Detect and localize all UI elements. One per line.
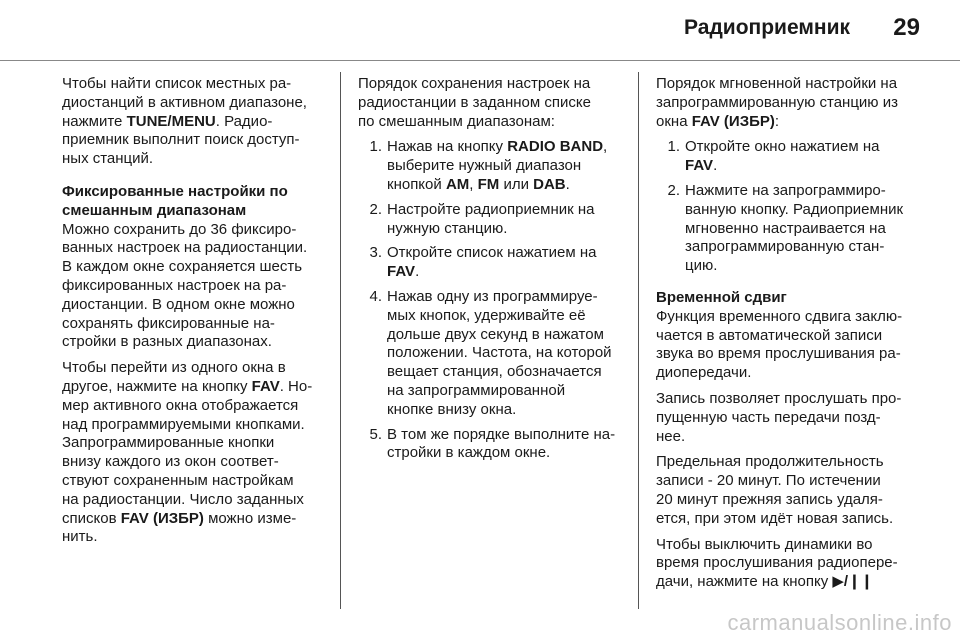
save-presets-steps [358,138,634,463]
column-divider-2 [638,72,639,609]
time-shift-paragraph-2: Запись позволяет прослушать про- пущенную часть передачи позд- нее. [656,389,902,445]
list-item: 4. Нажав одну из программируе- мых кнопок, удерживайте её дольше двух секунд в нажатом положении. Частота, на которой вещает станция, обозначается на запрограммированной кнопке внизу окна. [369,287,612,418]
presets-capacity-paragraph: Можно сохранить до 36 фиксиро- ванных настроек на радиостанции. В каждом окне сохраняется шесть фиксированных настроек на ра- диостанции. В одном окне можно сохранять фиксированные на- стройки в разных диапазонах. [62,220,308,351]
watermark: carmanualsonline.info [727,610,952,635]
list-item: 2. Нажмите на запрограммиро- ванную кнопку. Радиоприемник мгновенно настраивается на запрограммированную стан- цию. [667,181,904,275]
local-stations-paragraph: Чтобы найти список местных ра- диостанций в активном диапазоне, нажмите TUNE/MENU. Радио- приемник выполнит поиск доступ- ных станций. [62,75,307,168]
fav-list-ref: FAV (ИЗБР) [120,509,204,527]
tune-menu-button-ref: TUNE/MENU [126,112,216,130]
radio-band-button-ref: RADIO BAND [507,138,604,156]
time-shift-heading: Временной сдвиг [656,288,787,306]
page-title: Радиоприемник [684,16,850,39]
column-1 [62,75,334,554]
instant-tune-intro: Порядок мгновенной настройки на запрограммированную станцию из окна FAV (ИЗБР): [656,75,898,130]
save-presets-intro: Порядок сохранения настроек на радиостанции в заданном списке по смешанным диапазонам: [358,75,591,130]
column-2 [358,75,634,469]
fav-button-ref: FAV [685,157,714,175]
list-item: 2. Настройте радиоприемник на нужную станцию. [369,200,595,237]
header-divider [0,60,960,61]
am-button-ref: AM [445,175,470,193]
page-number: 29 [893,14,920,41]
list-item: 3. Откройте список нажатием на FAV. [369,244,597,281]
instant-tune-steps [656,138,928,276]
fav-list-ref: FAV (ИЗБР) [691,112,775,130]
time-shift-paragraph-3: Предельная продолжительность записи - 20 минут. По истечении 20 минут прежняя запись удаля- ется, при этом идёт новая запись. [656,453,894,527]
list-item: 1. Откройте окно нажатием на FAV. [667,138,880,175]
mixed-band-presets-heading: Фиксированные настройки по смешанным диапазонам [62,182,288,219]
column-divider-1 [340,72,341,609]
time-shift-paragraph-1: Функция временного сдвига заклю- чается в автоматической записи звука во время прослушивания ра- диопередачи. [656,307,903,382]
time-shift-paragraph-4: Чтобы выключить динамики во время прослушивания радиопере- дачи, нажмите на кнопку ▶/❙❙ [656,535,898,591]
fav-button-ref: FAV [387,263,416,281]
switch-window-paragraph: Чтобы перейти из одного окна в другое, нажмите на кнопку FAV. Но- мер активного окна отображается над программируемыми кнопками. Запрограммированные кнопки внизу каждого из окон соответ- ствуют сохраненным настройкам на радиостанции. Число заданных списков FAV (ИЗБР) можно изме- нить. [62,359,313,546]
fav-button-ref: FAV [251,377,280,395]
dab-button-ref: DAB [533,175,566,193]
fm-button-ref: FM [477,175,500,193]
list-item: 5. В том же порядке выполните на- стройки в каждом окне. [369,425,616,462]
column-3 [656,75,928,599]
list-item: 1. Нажав на кнопку RADIO BAND, выберите нужный диапазон кнопкой AM, FM или DAB. [369,138,608,193]
play-pause-icon: ▶/❙❙ [832,573,874,591]
